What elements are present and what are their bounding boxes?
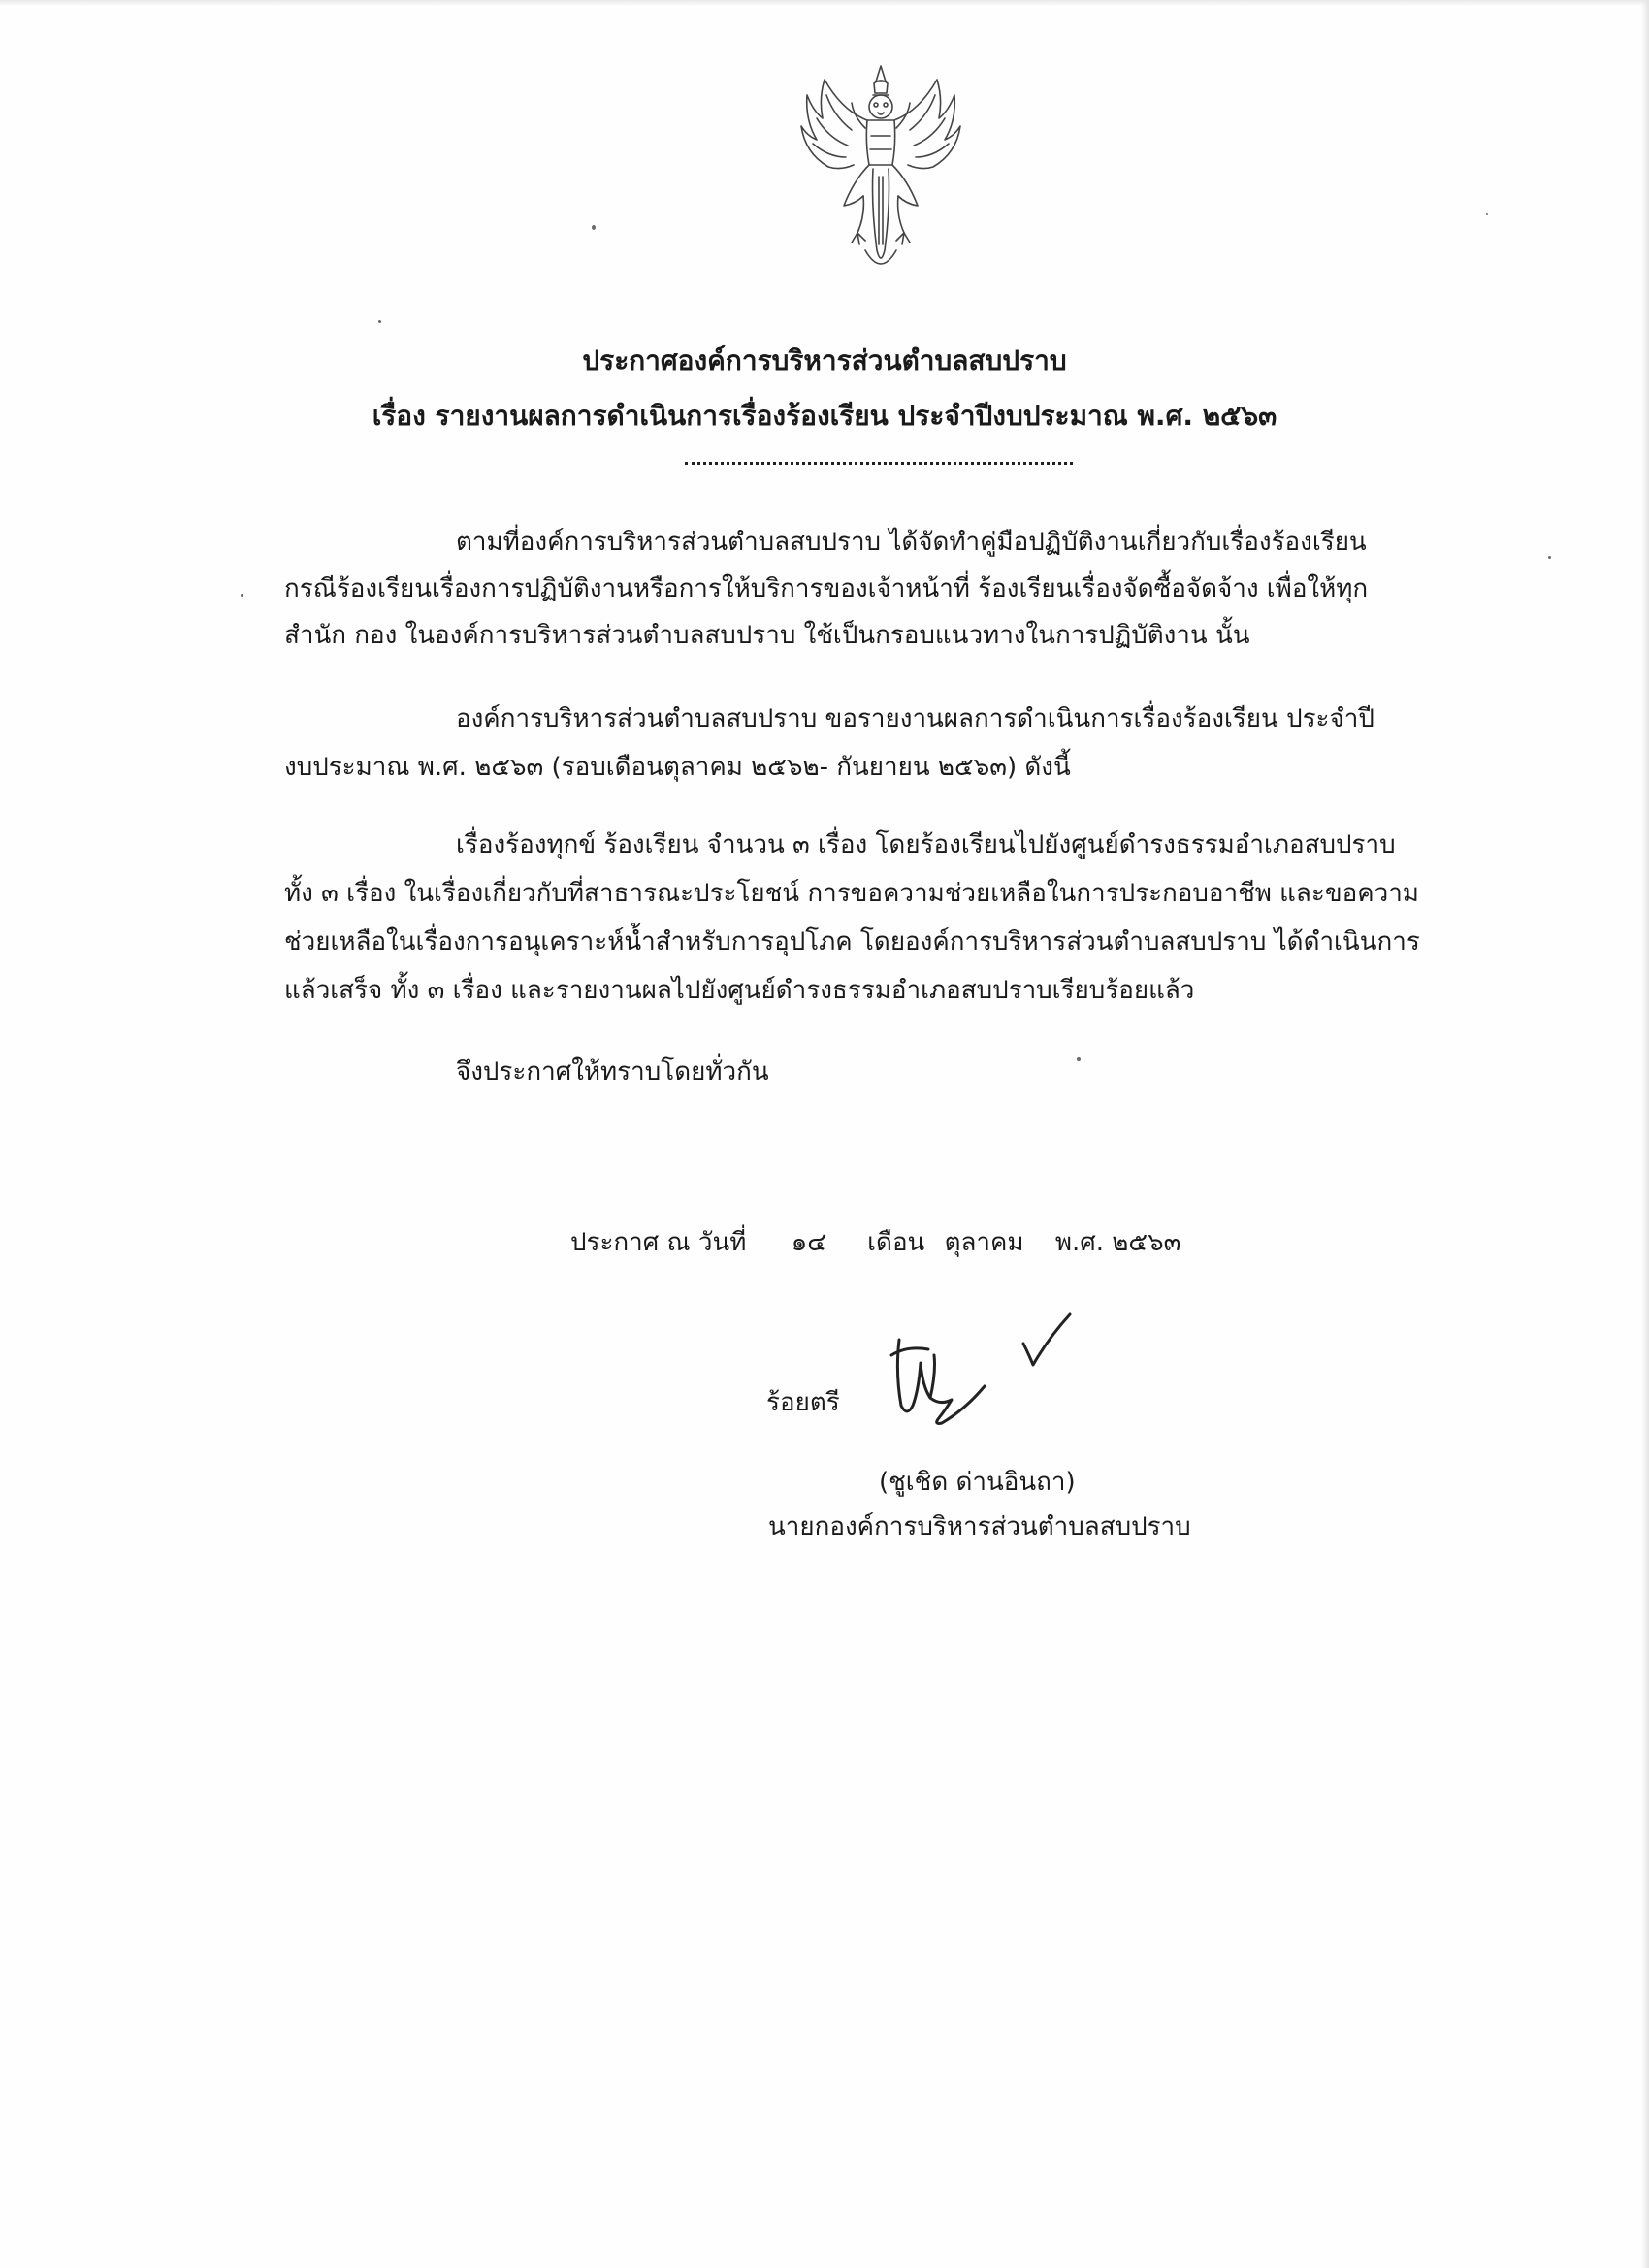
scan-speck <box>1486 213 1488 215</box>
paragraph-2-line: องค์การบริหารส่วนตำบลสบปราบ ขอรายงานผลการดำเนินการเรื่องร้องเรียน ประจำปี <box>456 704 1374 733</box>
paragraph-3-line: แล้วเสร็จ ทั้ง ๓ เรื่อง และรายงานผลไปยังศูนย์ดำรงธรรมอำเภอสบปราบเรียบร้อยแล้ว <box>284 976 1195 1005</box>
handwritten-signature-icon <box>878 1305 1082 1431</box>
signer-rank: ร้อยตรี <box>766 1388 840 1417</box>
scan-speck <box>1077 1057 1081 1061</box>
announcement-date <box>570 1222 1180 1262</box>
date-day: ๑๔ <box>791 1228 826 1257</box>
date-month-label: เดือน <box>867 1228 925 1257</box>
scan-speck <box>592 225 596 230</box>
paragraph-1-line: กรณีร้องเรียนเรื่องการปฏิบัติงานหรือการให้บริการของเจ้าหน้าที่ ร้องเรียนเรื่องจัดซื้อจัดจ้าง เพื่อให้ทุก <box>284 574 1369 603</box>
date-year: พ.ศ. ๒๕๖๓ <box>1054 1228 1181 1257</box>
garuda-emblem-icon <box>784 60 978 283</box>
document-subject: เรื่อง รายงานผลการดำเนินการเรื่องร้องเรียน ประจำปีงบประมาณ พ.ศ. ๒๕๖๓ <box>372 400 1277 432</box>
date-month: ตุลาคม <box>944 1228 1024 1257</box>
date-prefix: ประกาศ ณ วันที่ <box>570 1228 747 1257</box>
paragraph-3-line: ทั้ง ๓ เรื่อง ในเรื่องเกี่ยวกับที่สาธารณะประโยชน์ การขอความช่วยเหลือในการประกอบอาชีพ และขอความ <box>284 879 1419 908</box>
page-title: ประกาศองค์การบริหารส่วนตำบลสบปราบ <box>582 344 1067 376</box>
scan-speck <box>378 320 381 323</box>
paragraph-3-line: เรื่องร้องทุกข์ ร้องเรียน จำนวน ๓ เรื่อง โดยร้องเรียนไปยังศูนย์ดำรงธรรมอำเภอสบปราบ <box>456 830 1396 859</box>
paragraph-1-line: สำนัก กอง ในองค์การบริหารส่วนตำบลสบปราบ ใช้เป็นกรอบแนวทางในการปฏิบัติงาน นั้น <box>284 621 1250 650</box>
signer-position: นายกองค์การบริหารส่วนตำบลสบปราบ <box>768 1512 1191 1541</box>
scan-speck <box>241 594 243 597</box>
paragraph-3-line: ช่วยเหลือในเรื่องการอนุเคราะห์น้ำสำหรับการอุปโภค โดยองค์การบริหารส่วนตำบลสบปราบ ได้ดำเนินการ <box>284 927 1420 956</box>
scan-speck <box>1548 556 1551 559</box>
signer-name: (ชูเชิด ด่านอินถา) <box>879 1468 1076 1497</box>
dotted-divider <box>685 462 1073 465</box>
scan-edge <box>0 0 1649 6</box>
closing-statement: จึงประกาศให้ทราบโดยทั่วกัน <box>456 1057 769 1086</box>
paragraph-2-line: งบประมาณ พ.ศ. ๒๕๖๓ (รอบเดือนตุลาคม ๒๕๖๒- กันยายน ๒๕๖๓) ดังนี้ <box>284 753 1071 782</box>
paragraph-1-line: ตามที่องค์การบริหารส่วนตำบลสบปราบ ได้จัดทำคู่มือปฏิบัติงานเกี่ยวกับเรื่องร้องเรียน <box>456 528 1367 557</box>
